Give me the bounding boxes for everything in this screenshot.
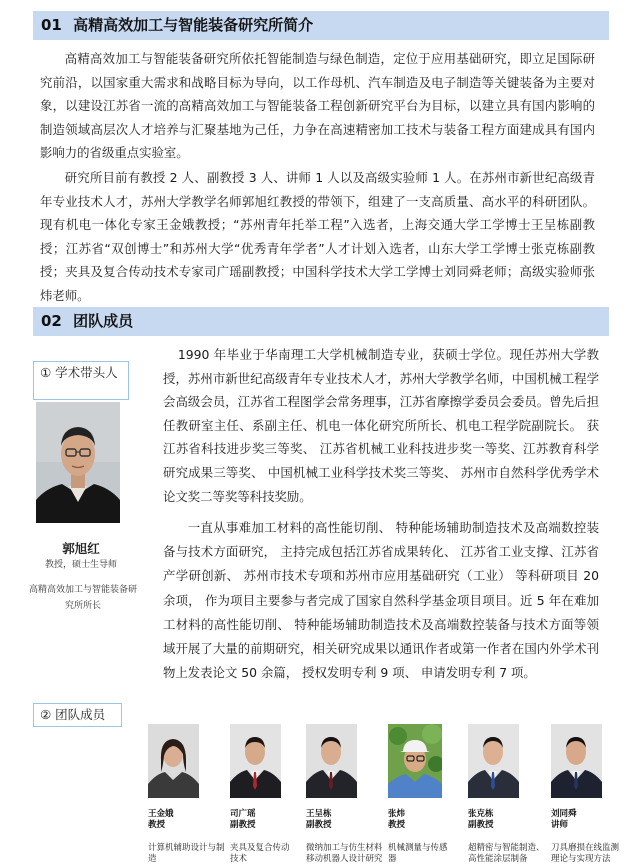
leader-role: 高精高效加工与智能装备研究所所长 — [28, 585, 137, 611]
section-header-team — [33, 307, 609, 336]
member-desc: 计算机辅助设计与制 造 — [148, 843, 225, 864]
member-photo — [148, 724, 199, 798]
section-title: 团队成员 — [73, 312, 134, 330]
leader-label-box — [33, 361, 129, 400]
leader-bio-2: 一直从事难加工材料的高性能切削、 特种能场辅助制造技术及高端数控装备与技术方面研究， 主持完成包括江苏省成果转化、 江苏省工业支撑、江苏省产学研创新、 苏州市技术专项和苏州市应用基础研究（工业） 等科研项目 20 余项， 作为项目主要参与者完成了国家自然科学基金项目项目。近 5 年在难加工材料的高性能切削、 特种能场辅助制造技术及高端数控装备与技术方面等领域开展了大量的前期研究，相关研究成果以通讯作者或第一作者在国内外学术刊物上发表论文 50 余篇， 授权发明专利 9 项、 申请发明专利 7 项。 — [163, 520, 599, 681]
member-title: 讲师 — [551, 820, 569, 830]
member-photo — [551, 724, 602, 798]
member-name: 刘同舜 — [551, 809, 577, 819]
member-desc: 机械测量与传感 器 — [388, 843, 448, 864]
member-photo — [306, 724, 357, 798]
section-title: 高精高效加工与智能装备研究所简介 — [73, 16, 314, 34]
section-header-intro — [33, 11, 609, 40]
member-desc: 刀具磨损在线监测 理论与实现方法 — [551, 843, 620, 864]
intro-paragraph-2: 研究所目前有教授 2 人、副教授 3 人、讲师 1 人以及高级实验师 1 人。在苏州市新世纪高级青年专业技术人才，苏州大学教学名师郭旭红教授的带领下，组建了一支高质量、高水平的科研团队。现有机电一体化专家王金娥教授；“苏州青年托举工程”入选者，上海交通大学工学博士王呈栋副教授；江苏省“双创博士”和苏州大学“优秀青年学者”人才计划入选者，山东大学工学博士张克栋副教授；夹具及复合传动技术专家司广瑶副教授；中国科学技术大学工学博士刘同舜老师；高级实验师张炜老师。 — [40, 170, 595, 303]
member-title: 教授 — [388, 820, 406, 830]
leader-bio-1: 1990 年毕业于华南理工大学机械制造专业，获硕士学位。现任苏州大学教授，苏州市新世纪高级青年专业技术人才，苏州大学教学名师，中国机械工程学会高级会员，江苏省工程图学会常务理事，江苏省摩擦学委员会委员。曾先后担任教研室主任、系副主任、机电一体化研究所所长、机电工程学院副院长。 获江苏省科技进步奖三等奖、 江苏省机械工业科技进步奖一等奖、江苏教育科学研究成果三等奖、 中国机械工业科学技术奖三等奖、 苏州市自然科学优秀学术论文奖二等奖等科技奖励。 — [163, 347, 599, 504]
section-number: 01 — [41, 16, 62, 34]
member-name: 张克栋 — [468, 809, 494, 819]
member-desc: 微纳加工与仿生材料 移动机器人设计研究 — [306, 843, 383, 864]
member-title: 教授 — [148, 820, 166, 830]
member-name: 张炜 — [388, 809, 406, 819]
leader-photo — [36, 402, 120, 523]
leader-name: 郭旭红 — [62, 541, 100, 556]
team-member — [551, 724, 631, 865]
team-member — [230, 724, 310, 865]
member-title: 副教授 — [468, 820, 494, 830]
member-title: 副教授 — [230, 820, 256, 830]
team-member — [468, 724, 548, 865]
section-number: 02 — [41, 312, 62, 330]
team-member — [388, 724, 468, 865]
member-name: 王金娥 — [148, 809, 174, 819]
member-title: 副教授 — [306, 820, 332, 830]
member-photo — [388, 724, 442, 798]
team-member — [148, 724, 228, 865]
member-desc: 超精密与智能制造、 高性能涂层制备 — [468, 843, 545, 864]
team-label-box — [33, 703, 122, 727]
intro-paragraph-1: 高精高效加工与智能装备研究所依托智能制造与绿色制造，定位于应用基础研究，即立足国际研究前沿，以国家重大需求和战略目标为导向，以工作母机、汽车制造及电子制造等关键装备为主要对象，以建设江苏省一流的高精高效加工与智能装备工程创新研究平台为目标，以建立具有国内影响的制造领域高层次人才培养与汇聚基地为己任，力争在高速精密加工技术与装备工程方面建成具有国内影响力的省级重点实验室。 — [40, 51, 595, 161]
member-name: 王呈栋 — [306, 809, 332, 819]
team-member — [306, 724, 386, 865]
member-photo — [468, 724, 519, 798]
member-photo — [230, 724, 281, 798]
team-label: ② 团队成员 — [40, 707, 106, 722]
member-name: 司广瑶 — [230, 809, 256, 819]
leader-title: 教授，硕士生导师 — [44, 560, 117, 570]
leader-label: ① 学术带头人 — [40, 365, 118, 380]
member-desc: 夹具及复合传动 技术 — [230, 843, 290, 864]
